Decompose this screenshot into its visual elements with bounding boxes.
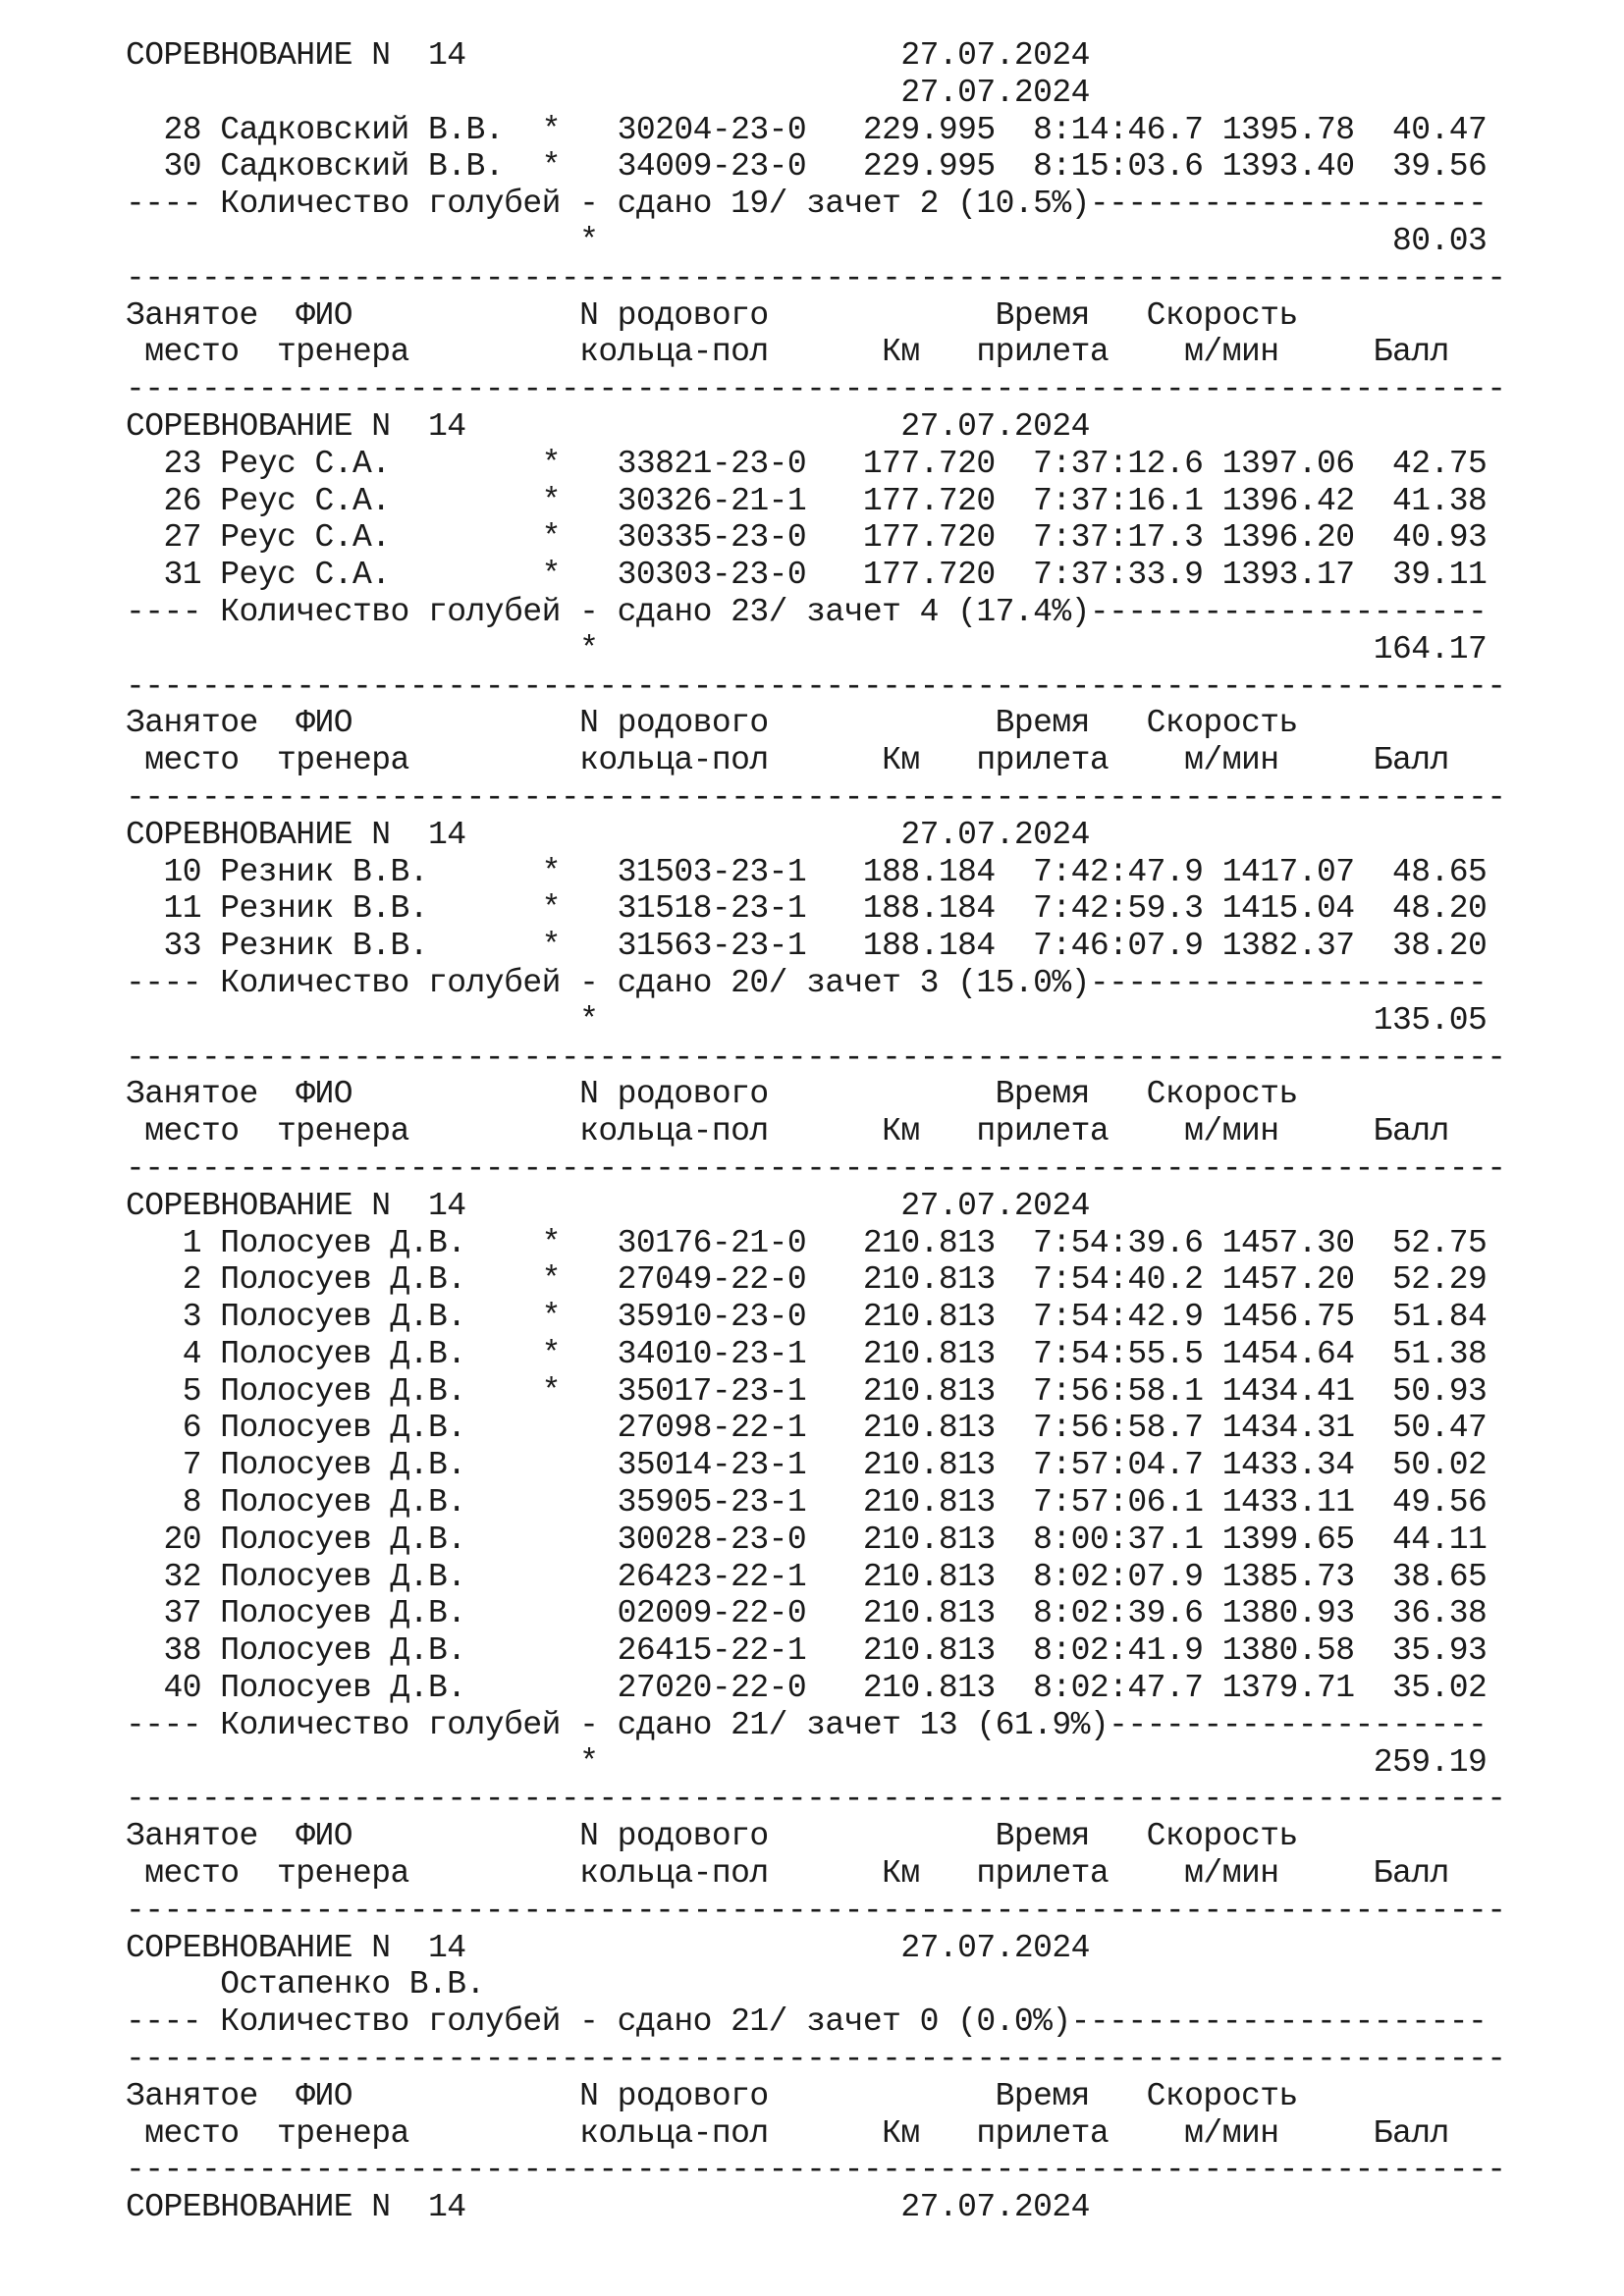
report-line: 26 Реус С.А. * 30326-21-1 177.720 7:37:16.1 1396.42 41.38 xyxy=(126,482,1488,519)
report-line: Занятое ФИО N родового Время Скорость xyxy=(126,1818,1298,1855)
report-line: ------------------------------------------------------------------------- xyxy=(126,2041,1506,2078)
report-line: СОРЕВНОВАНИЕ N 14 27.07.2024 xyxy=(126,1187,1090,1224)
report-line: 8 Полосуев Д.В. 35905-23-1 210.813 7:57:06.1 1433.11 49.56 xyxy=(126,1484,1488,1522)
report-line: 4 Полосуев Д.В. * 34010-23-1 210.813 7:54:55.5 1454.64 51.38 xyxy=(126,1335,1488,1372)
report-line: СОРЕВНОВАНИЕ N 14 27.07.2024 xyxy=(126,407,1090,445)
report-line: * 80.03 xyxy=(126,222,1488,259)
report-line: ------------------------------------------------------------------------- xyxy=(126,1781,1506,1818)
report-line: 1 Полосуев Д.В. * 30176-21-0 210.813 7:54:39.6 1457.30 52.75 xyxy=(126,1224,1488,1261)
report-line: СОРЕВНОВАНИЕ N 14 27.07.2024 xyxy=(126,2189,1090,2226)
report-line: место тренера кольца-пол Км прилета м/мин Балл xyxy=(126,1855,1449,1893)
report-line: 20 Полосуев Д.В. 30028-23-0 210.813 8:00:37.1 1399.65 44.11 xyxy=(126,1521,1488,1558)
report-line: СОРЕВНОВАНИЕ N 14 27.07.2024 xyxy=(126,37,1090,74)
results-report xyxy=(126,37,1506,2226)
report-line: * 259.19 xyxy=(126,1743,1488,1781)
report-line: 32 Полосуев Д.В. 26423-22-1 210.813 8:02:07.9 1385.73 38.65 xyxy=(126,1558,1488,1595)
report-line: * 164.17 xyxy=(126,630,1488,667)
report-line: ---- Количество голубей - сдано 23/ зачет 4 (17.4%)--------------------- xyxy=(126,593,1488,630)
report-line: 5 Полосуев Д.В. * 35017-23-1 210.813 7:56:58.1 1434.41 50.93 xyxy=(126,1372,1488,1410)
report-line: Занятое ФИО N родового Время Скорость xyxy=(126,296,1298,334)
report-line: Занятое ФИО N родового Время Скорость xyxy=(126,1076,1298,1113)
report-line: место тренера кольца-пол Км прилета м/мин Балл xyxy=(126,742,1449,779)
report-line: 23 Реус С.А. * 33821-23-0 177.720 7:37:12.6 1397.06 42.75 xyxy=(126,445,1488,482)
report-line: * 135.05 xyxy=(126,1001,1488,1039)
report-line: 11 Резник В.В. * 31518-23-1 188.184 7:42:59.3 1415.04 48.20 xyxy=(126,890,1488,928)
report-line: место тренера кольца-пол Км прилета м/мин Балл xyxy=(126,2114,1449,2152)
report-line: 40 Полосуев Д.В. 27020-22-0 210.813 8:02:47.7 1379.71 35.02 xyxy=(126,1670,1488,1707)
report-line: 31 Реус С.А. * 30303-23-0 177.720 7:37:33.9 1393.17 39.11 xyxy=(126,557,1488,594)
report-line: 2 Полосуев Д.В. * 27049-22-0 210.813 7:54:40.2 1457.20 52.29 xyxy=(126,1261,1488,1299)
report-line: 33 Резник В.В. * 31563-23-1 188.184 7:46:07.9 1382.37 38.20 xyxy=(126,928,1488,965)
report-line: 10 Резник В.В. * 31503-23-1 188.184 7:42:47.9 1417.07 48.65 xyxy=(126,853,1488,890)
report-line: 27 Реус С.А. * 30335-23-0 177.720 7:37:17.3 1396.20 40.93 xyxy=(126,519,1488,557)
report-line: ------------------------------------------------------------------------- xyxy=(126,1039,1506,1076)
report-line: место тренера кольца-пол Км прилета м/мин Балл xyxy=(126,334,1449,371)
report-line: Занятое ФИО N родового Время Скорость xyxy=(126,705,1298,742)
report-line: СОРЕВНОВАНИЕ N 14 27.07.2024 xyxy=(126,816,1090,853)
report-line: 7 Полосуев Д.В. 35014-23-1 210.813 7:57:04.7 1433.34 50.02 xyxy=(126,1447,1488,1484)
report-line: место тренера кольца-пол Км прилета м/мин Балл xyxy=(126,1113,1449,1150)
report-line: ------------------------------------------------------------------------- xyxy=(126,371,1506,408)
report-line: Остапенко В.В. xyxy=(126,1966,485,2003)
report-line: ------------------------------------------------------------------------- xyxy=(126,1149,1506,1187)
report-line: ------------------------------------------------------------------------- xyxy=(126,667,1506,705)
report-line: ---- Количество голубей - сдано 19/ зачет 2 (10.5%)--------------------- xyxy=(126,186,1488,223)
report-line: СОРЕВНОВАНИЕ N 14 27.07.2024 xyxy=(126,1929,1090,1966)
report-line: ------------------------------------------------------------------------- xyxy=(126,1892,1506,1929)
report-line: 6 Полосуев Д.В. 27098-22-1 210.813 7:56:58.7 1434.31 50.47 xyxy=(126,1410,1488,1447)
report-line: ---- Количество голубей - сдано 21/ зачет 0 (0.0%)---------------------- xyxy=(126,2003,1488,2041)
report-line: 30 Садковский В.В. * 34009-23-0 229.995 8:15:03.6 1393.40 39.56 xyxy=(126,148,1488,186)
report-line: ------------------------------------------------------------------------- xyxy=(126,2152,1506,2189)
report-line: ---- Количество голубей - сдано 20/ зачет 3 (15.0%)--------------------- xyxy=(126,964,1488,1001)
report-line: 38 Полосуев Д.В. 26415-22-1 210.813 8:02:41.9 1380.58 35.93 xyxy=(126,1632,1488,1670)
report-line: 37 Полосуев Д.В. 02009-22-0 210.813 8:02:39.6 1380.93 36.38 xyxy=(126,1595,1488,1632)
report-line: ------------------------------------------------------------------------- xyxy=(126,259,1506,296)
report-line: ------------------------------------------------------------------------- xyxy=(126,778,1506,816)
report-line: 28 Садковский В.В. * 30204-23-0 229.995 8:14:46.7 1395.78 40.47 xyxy=(126,111,1488,148)
report-line: ---- Количество голубей - сдано 21/ зачет 13 (61.9%)-------------------- xyxy=(126,1706,1488,1743)
report-line: 27.07.2024 xyxy=(126,74,1090,111)
report-line: Занятое ФИО N родового Время Скорость xyxy=(126,2077,1298,2114)
report-line: 3 Полосуев Д.В. * 35910-23-0 210.813 7:54:42.9 1456.75 51.84 xyxy=(126,1299,1488,1336)
